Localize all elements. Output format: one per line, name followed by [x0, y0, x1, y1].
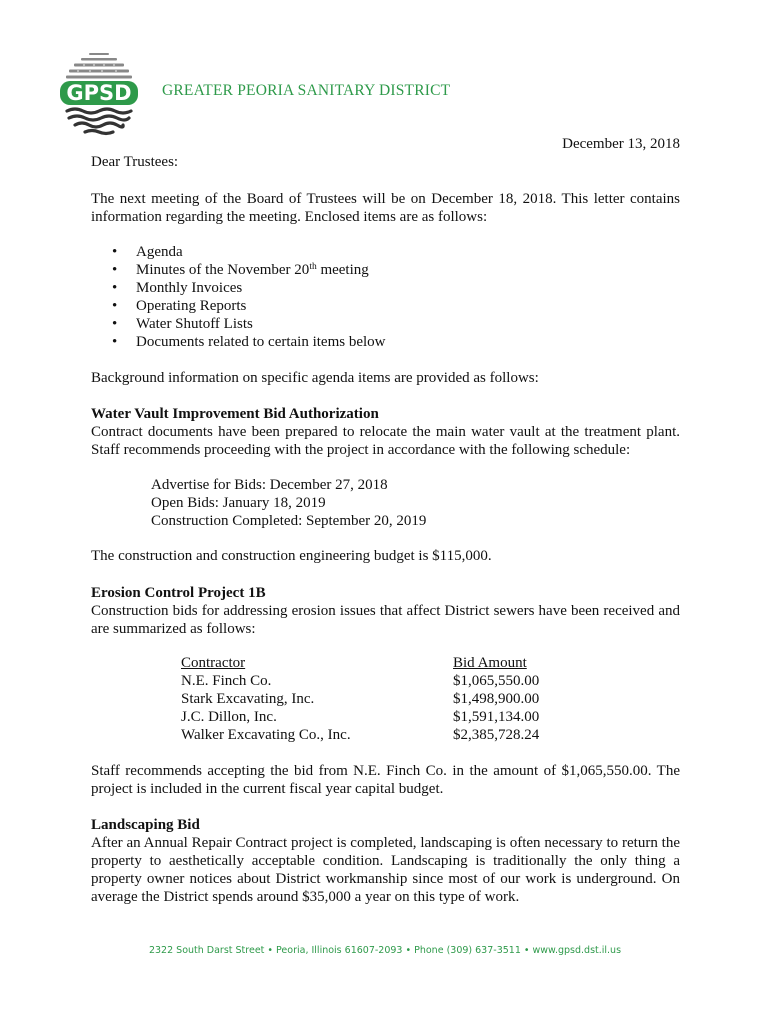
erosion-control-section	[91, 584, 680, 638]
contractor-cell: Stark Excavating, Inc.	[181, 691, 315, 707]
bullet-icon: •	[112, 316, 118, 332]
bids-table	[181, 654, 539, 744]
contractor-cell: J.C. Dillon, Inc.	[181, 709, 277, 725]
erosion-control-body: Construction bids for addressing erosion issues that affect District sewers have been received and are summarized as follows:	[91, 603, 680, 637]
salutation: Dear Trustees:	[91, 154, 179, 170]
organization-name: GREATER PEORIA SANITARY DISTRICT	[162, 82, 451, 99]
amount-column-header: Bid Amount	[453, 655, 527, 671]
landscaping-section	[91, 816, 680, 906]
table-row	[181, 672, 539, 690]
background-intro: Background information on specific agenda items are provided as follows:	[91, 370, 539, 386]
landscaping-heading: Landscaping Bid	[91, 817, 200, 833]
schedule-line: Open Bids: January 18, 2019	[151, 495, 326, 511]
table-row	[181, 708, 539, 726]
gpsd-logo	[57, 50, 141, 136]
landscaping-body: After an Annual Repair Contract project is completed, landscaping is often necessary to return the property to aesthetically acceptable condition. Landscaping is traditionally the only thing a property owner notices about District workmanship since most of our work is underground. On average the District spends around $35,000 a year on this type of work.	[91, 835, 680, 905]
list-item: • Monthly Invoices	[112, 280, 243, 296]
amount-cell: $1,065,550.00	[453, 673, 540, 689]
bullet-icon: •	[112, 298, 118, 314]
table-header-row	[181, 654, 539, 672]
amount-cell: $1,591,134.00	[453, 709, 540, 725]
list-item: • Documents related to certain items below	[112, 334, 386, 350]
amount-cell: $2,385,728.24	[453, 727, 540, 743]
contractor-column-header: Contractor	[181, 655, 246, 671]
table-row	[181, 726, 539, 744]
list-item: • Operating Reports	[112, 298, 247, 314]
intro-paragraph: The next meeting of the Board of Trustees will be on December 18, 2018. This letter contains information regarding the meeting. Enclosed items are as follows:	[91, 191, 680, 225]
water-vault-heading: Water Vault Improvement Bid Authorization	[91, 406, 379, 422]
bullet-icon: •	[112, 244, 118, 260]
bid-schedule	[151, 476, 426, 530]
list-item: • Minutes of the November 20th meeting	[112, 262, 369, 278]
footer-address: 2322 South Darst Street • Peoria, Illinois 61607-2093 • Phone (309) 637-3511 • www.gpsd.dst.il.us	[148, 945, 622, 956]
contractor-cell: N.E. Finch Co.	[181, 673, 272, 689]
bullet-icon: •	[112, 280, 118, 296]
amount-cell: $1,498,900.00	[453, 691, 540, 707]
bullet-icon: •	[112, 334, 118, 350]
schedule-line: Advertise for Bids: December 27, 2018	[151, 477, 388, 493]
staff-recommendation: Staff recommends accepting the bid from N.E. Finch Co. in the amount of $1,065,550.00. The project is included in the current fiscal year capital budget.	[91, 763, 680, 797]
logo-lettering: GPSD	[66, 81, 132, 105]
erosion-control-heading: Erosion Control Project 1B	[91, 585, 266, 601]
water-vault-body: Contract documents have been prepared to relocate the main water vault at the treatment plant. Staff recommends proceeding with the project in accordance with the following schedule:	[91, 424, 680, 458]
schedule-line: Construction Completed: September 20, 2019	[151, 513, 427, 529]
bullet-icon: •	[112, 262, 118, 278]
water-vault-section	[91, 405, 680, 459]
letter-date: December 13, 2018	[562, 136, 680, 152]
list-item: • Water Shutoff Lists	[112, 316, 253, 332]
list-item: • Agenda	[112, 244, 183, 260]
budget-statement: The construction and construction engineering budget is $115,000.	[91, 548, 492, 564]
contractor-cell: Walker Excavating Co., Inc.	[181, 727, 351, 743]
enclosed-items-list	[91, 243, 386, 351]
table-row	[181, 690, 539, 708]
